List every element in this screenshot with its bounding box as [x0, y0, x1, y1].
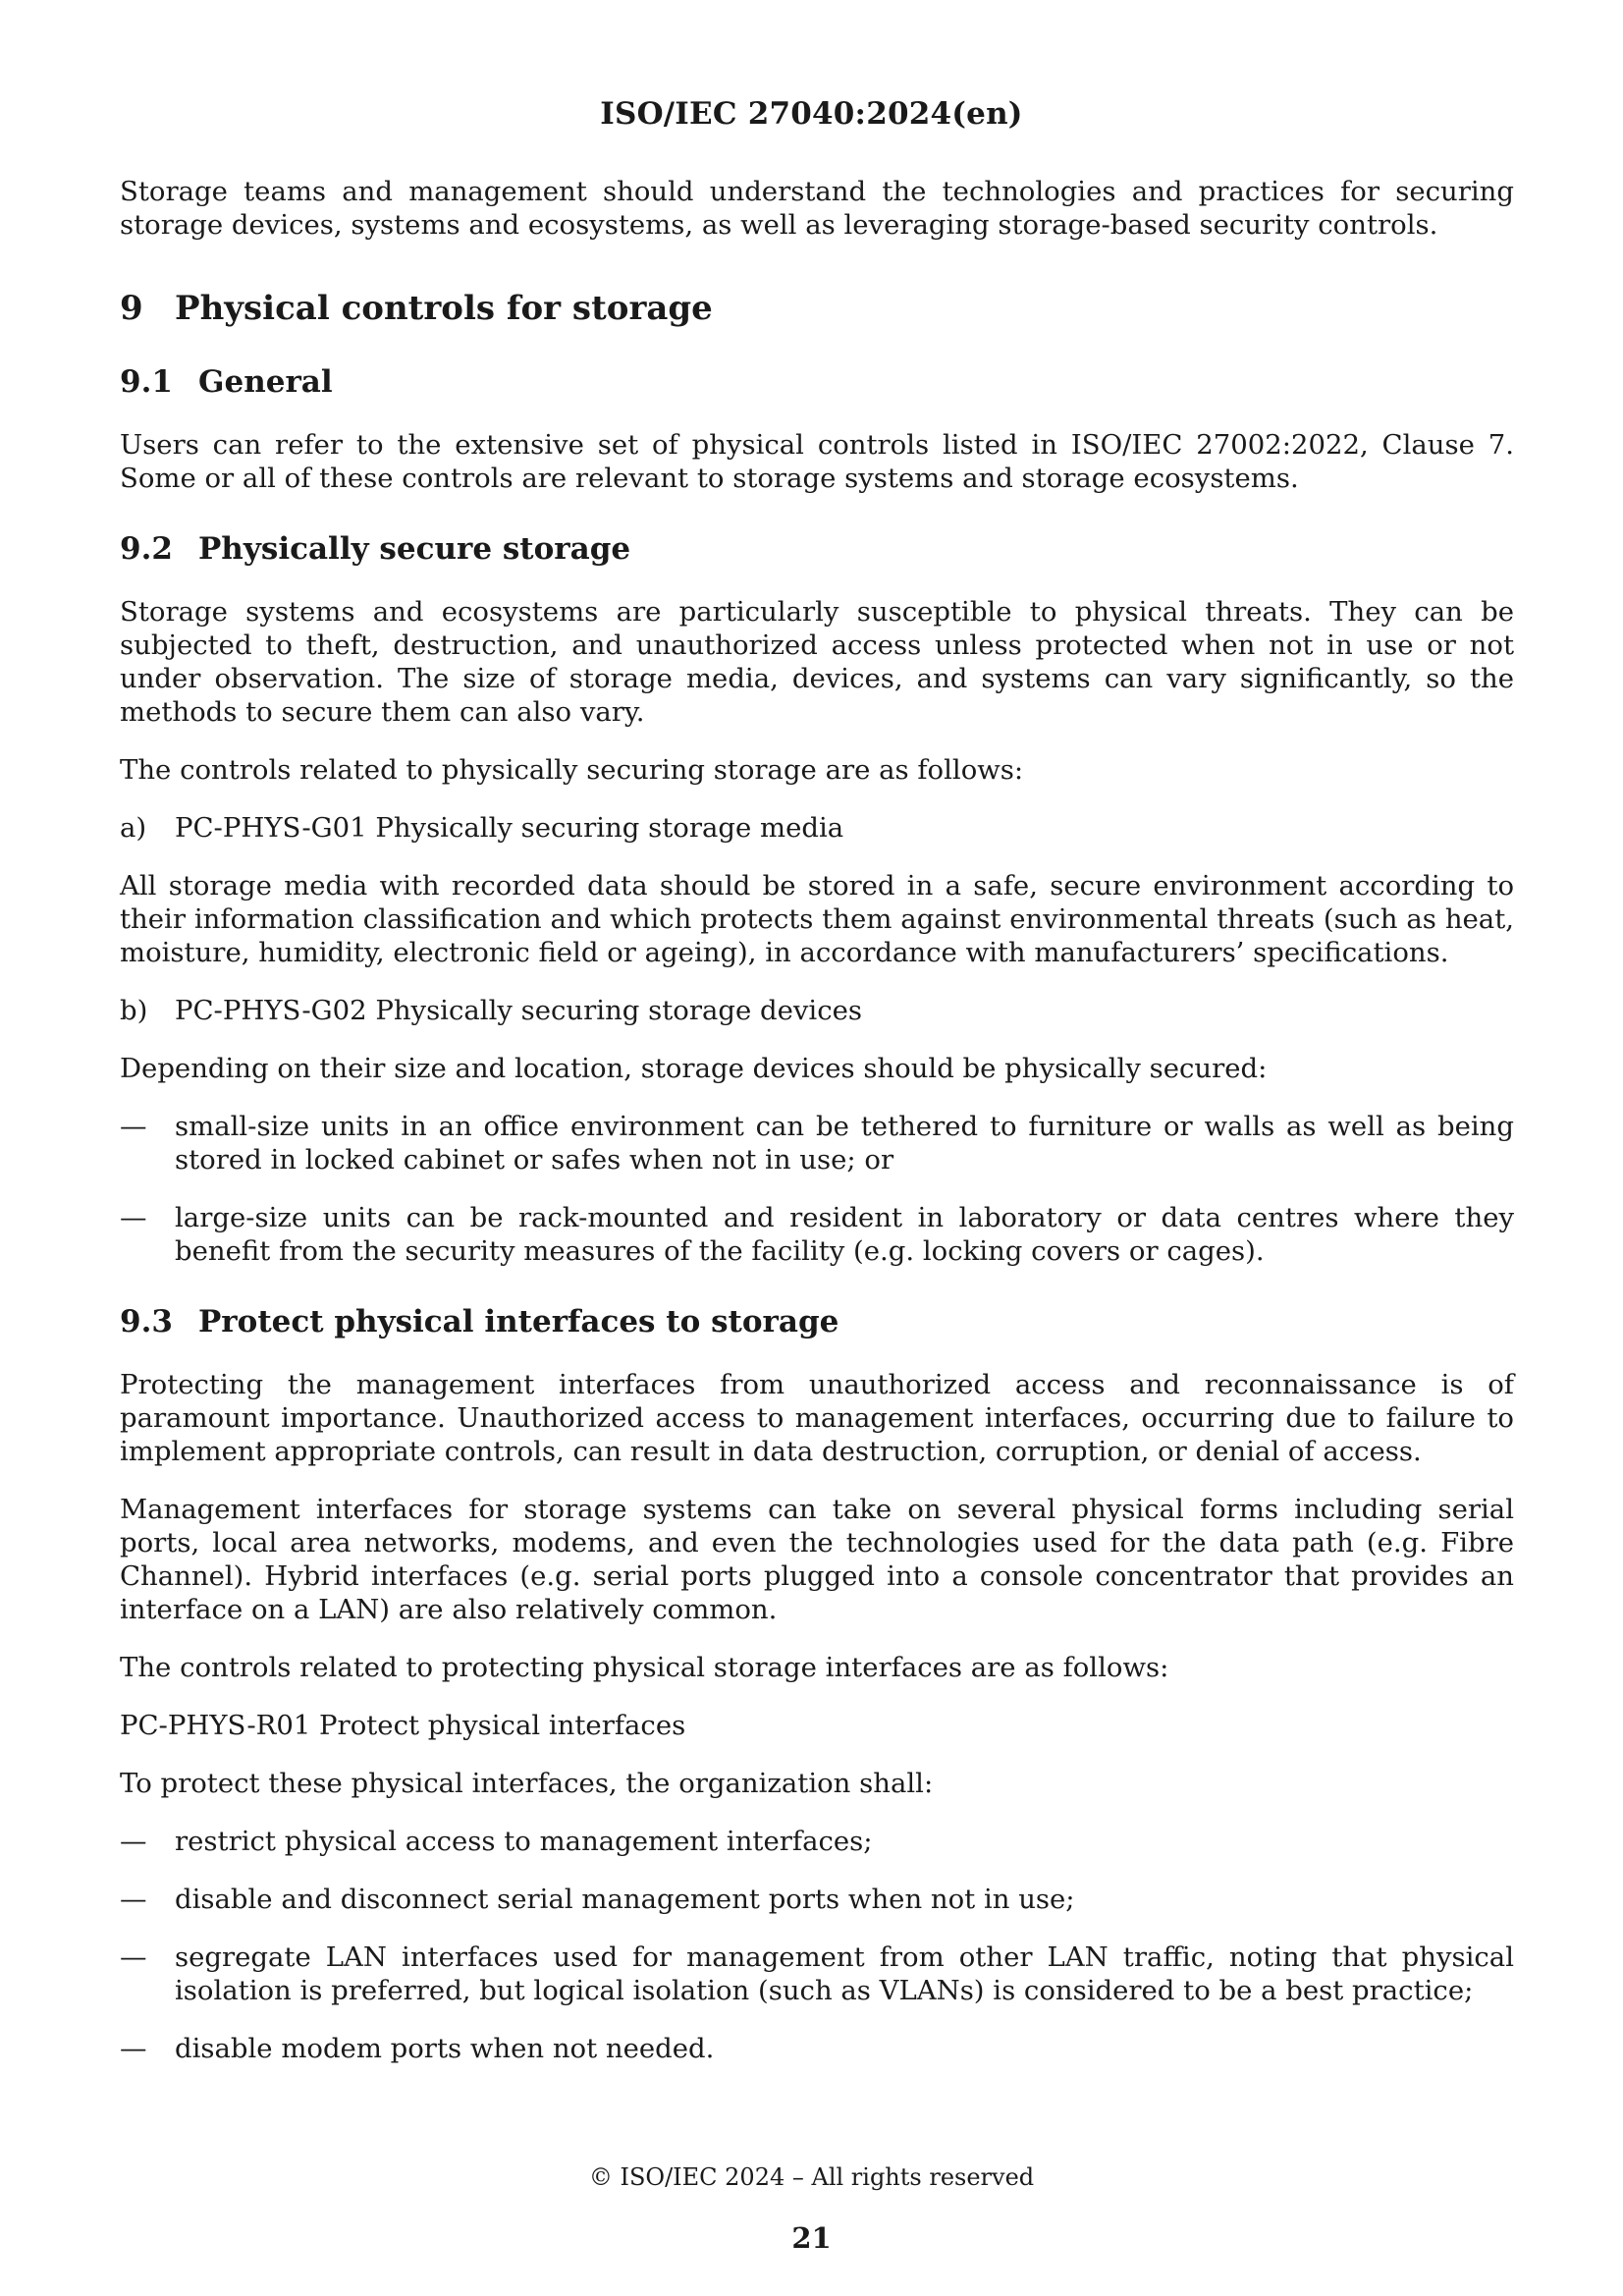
section-9-3-paragraph-5: To protect these physical interfaces, the organization shall: — [120, 1768, 934, 1799]
copyright-footer: © ISO/IEC 2024 – All rights reserved — [588, 2163, 1035, 2191]
dash-item-text: large-size units can be rack-mounted and resident in laboratory or data centres where they benefit from the security measures of the facility (e.g. locking covers or cages). — [175, 1202, 1514, 1267]
dash-marker: — — [120, 1202, 147, 1233]
section-9-3-paragraph-2: Management interfaces for storage systems can take on several physical forms including serial ports, local area networks, modems, and even the technologies used for the data path (e.g. Fibre Channel). Hybrid interfaces (e.g. serial ports plugged into a console concentrator that provides an interface on a LAN) are also relatively common. — [120, 1494, 1514, 1625]
section-title: Physical controls for storage — [175, 289, 713, 328]
section-number: 9.2 — [120, 531, 173, 567]
section-9-1-paragraph: Users can refer to the extensive set of physical controls listed in ISO/IEC 27002:2022, Clause 7. Some or all of these controls are relevant to storage systems and storage ecosystems. — [120, 429, 1514, 494]
section-9-3-heading — [120, 1303, 1514, 1340]
dash-list-item — [120, 1883, 1514, 1916]
section-number: 9.1 — [120, 364, 173, 400]
running-header: ISO/IEC 27040:2024(en) — [600, 96, 1023, 132]
dash-list-item — [120, 1201, 1514, 1268]
dash-marker: — — [120, 1884, 147, 1915]
dash-marker: — — [120, 1111, 147, 1142]
intro-paragraph: Storage teams and management should understand the technologies and practices for securing storage devices, systems and ecosystems, as well as leveraging storage-based security controls. — [120, 176, 1514, 241]
dash-item-text: disable modem ports when not needed. — [175, 2033, 715, 2064]
list-marker: b) — [120, 995, 148, 1026]
list-item-text: PC-PHYS-G01 Physically securing storage media — [175, 812, 844, 844]
page-number: 21 — [791, 2221, 832, 2255]
dash-marker: — — [120, 1941, 147, 1973]
dash-list-item — [120, 1110, 1514, 1176]
section-9-2-heading — [120, 530, 1514, 568]
dash-list-item — [120, 1825, 1514, 1858]
section-9-heading — [120, 289, 1514, 328]
section-9-2-paragraph-1: Storage systems and ecosystems are particularly susceptible to physical threats. They can be subjected to theft, destruction, and unauthorized access unless protected when not in use or not under observation. The size of storage media, devices, and systems can vary significantly, so the methods to secure them can also vary. — [120, 596, 1514, 728]
section-9-3-paragraph-1: Protecting the management interfaces from unauthorized access and reconnaissance is of paramount importance. Unauthorized access to management interfaces, occurring due to failure to implement appropriate controls, can result in data destruction, corruption, or denial of access. — [120, 1369, 1514, 1467]
section-number: 9.3 — [120, 1304, 173, 1339]
section-title: General — [198, 364, 333, 400]
page-content — [120, 175, 1514, 2090]
section-9-3-paragraph-3: The controls related to protecting physical storage interfaces are as follows: — [120, 1652, 1169, 1683]
dash-item-text: disable and disconnect serial management ports when not in use; — [175, 1884, 1075, 1915]
list-item-b — [120, 994, 1514, 1027]
list-item-text: PC-PHYS-G02 Physically securing storage devices — [175, 995, 863, 1026]
section-9-1-heading — [120, 363, 1514, 401]
dash-item-text: segregate LAN interfaces used for management from other LAN traffic, noting that physical isolation is preferred, but logical isolation (such as VLANs) is considered to be a best practice; — [175, 1941, 1514, 2006]
section-9-3-paragraph-4: PC-PHYS-R01 Protect physical interfaces — [120, 1710, 686, 1741]
dash-item-text: small-size units in an office environment can be tethered to furniture or walls as well as being stored in locked cabinet or safes when not in use; or — [175, 1111, 1514, 1175]
section-number: 9 — [120, 289, 143, 328]
dash-list-item — [120, 1941, 1514, 2007]
section-9-2-paragraph-4: Depending on their size and location, storage devices should be physically secured: — [120, 1053, 1268, 1084]
list-marker: a) — [120, 812, 147, 844]
list-item-a — [120, 811, 1514, 845]
dash-item-text: restrict physical access to management interfaces; — [175, 1826, 873, 1857]
dash-list-item — [120, 2032, 1514, 2065]
section-title: Protect physical interfaces to storage — [198, 1304, 839, 1339]
section-9-2-paragraph-3: All storage media with recorded data should be stored in a safe, secure environment according to their information classification and which protects them against environmental threats (such as heat, moisture, humidity, electronic field or ageing), in accordance with manufacturers’ specifications. — [120, 870, 1514, 968]
section-9-2-paragraph-2: The controls related to physically securing storage are as follows: — [120, 754, 1024, 786]
dash-marker: — — [120, 2033, 147, 2064]
section-title: Physically secure storage — [198, 531, 631, 567]
dash-marker: — — [120, 1826, 147, 1857]
